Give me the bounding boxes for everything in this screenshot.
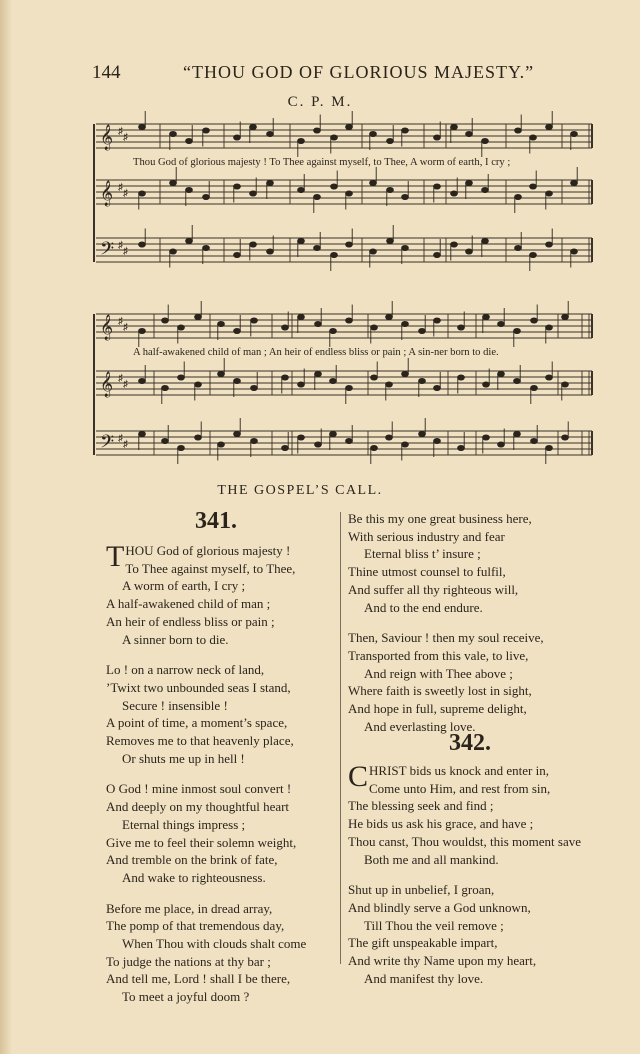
note-head	[298, 238, 305, 243]
note-head	[139, 328, 146, 333]
stanza-gap	[106, 767, 338, 780]
verse-line: The blessing seek and find ;	[348, 798, 494, 814]
note-head	[298, 314, 305, 319]
stanza-gap	[106, 887, 338, 900]
note-head	[162, 385, 169, 390]
note-head	[562, 382, 569, 387]
note-head	[186, 238, 193, 243]
note-head	[371, 375, 378, 380]
score-lyric-line-2: A half-awakened child of man ; An heir of endless bliss or pain ; A sin-ner born to die.	[133, 347, 499, 358]
note-head	[195, 435, 202, 440]
note-head	[402, 128, 409, 133]
verse-line: Shut up in unbelief, I groan,	[348, 882, 495, 898]
note-head	[370, 180, 377, 185]
note-head	[386, 435, 393, 440]
note-head	[234, 328, 241, 333]
note-head	[562, 314, 569, 319]
note-head	[234, 378, 241, 383]
note-head	[139, 191, 146, 196]
note-head	[178, 445, 185, 450]
note-head	[458, 445, 465, 450]
drop-cap: T	[106, 540, 125, 573]
note-head	[402, 194, 409, 199]
note-head	[203, 194, 210, 199]
clef-icon: 𝄞	[100, 371, 114, 396]
verse-line: And blindly serve a God unknown,	[348, 899, 531, 915]
verse-line: And deeply on my thoughtful heart	[106, 799, 290, 815]
clef-icon: 𝄞	[100, 180, 114, 205]
hymn-342-column	[348, 762, 640, 987]
hymn-number-341: 341.	[195, 508, 237, 534]
note-head	[346, 242, 353, 247]
note-head	[370, 249, 377, 254]
note-head	[162, 438, 169, 443]
note-head	[546, 191, 553, 196]
verse-line: With serious industry and fear	[348, 528, 505, 544]
note-head	[531, 385, 538, 390]
verse-line: Secure ! insensible !	[122, 697, 228, 713]
note-head	[386, 314, 393, 319]
hymn-tune-score	[0, 0, 640, 470]
verse-line: When Thou with clouds shalt come	[122, 936, 307, 952]
verse-line: Where faith is sweetly lost in sight,	[348, 683, 532, 699]
note-head	[162, 318, 169, 323]
note-head	[434, 385, 441, 390]
note-head	[483, 435, 490, 440]
note-head	[195, 314, 202, 319]
note-head	[203, 245, 210, 250]
hymn-341-stanzas-right	[348, 510, 640, 735]
verse-line: Give me to feel their solemn weight,	[106, 834, 297, 850]
sharp-icon: ♯	[123, 188, 128, 199]
note-head	[250, 124, 257, 129]
sharp-icon: ♯	[118, 126, 123, 137]
note-head	[434, 438, 441, 443]
sharp-icon: ♯	[123, 246, 128, 257]
hymn-341-column-2	[348, 510, 640, 735]
note-head	[218, 321, 225, 326]
verse-line: To judge the nations at thy bar ;	[106, 953, 271, 969]
section-title: THE GOSPEL’S CALL.	[217, 483, 383, 498]
note-head	[515, 245, 522, 250]
note-head	[234, 252, 241, 257]
note-head	[298, 138, 305, 143]
verse-line: A point of time, a moment’s space,	[106, 715, 288, 731]
verse-line: An heir of endless bliss or pain ;	[106, 613, 275, 629]
note-head	[139, 242, 146, 247]
note-head	[195, 382, 202, 387]
note-head	[546, 242, 553, 247]
verse-line: Be this my one great business here,	[348, 511, 532, 526]
drop-cap: C	[348, 760, 369, 793]
note-head	[170, 131, 177, 136]
verse-line: A half-awakened child of man ;	[106, 596, 271, 612]
note-head	[315, 321, 322, 326]
clef-icon: 𝄢	[100, 238, 115, 263]
note-head	[282, 375, 289, 380]
note-head	[419, 328, 426, 333]
sharp-icon: ♯	[118, 182, 123, 193]
verse-line: And wake to righteousness.	[122, 869, 266, 885]
hymn-342-stanzas	[348, 780, 640, 988]
note-head	[466, 180, 473, 185]
verse-line: And tell me, Lord ! shall I be there,	[106, 971, 291, 987]
note-head	[571, 249, 578, 254]
note-head	[514, 328, 521, 333]
note-head	[170, 180, 177, 185]
note-head	[346, 318, 353, 323]
sharp-icon: ♯	[123, 379, 128, 390]
note-head	[331, 252, 338, 257]
note-head	[315, 371, 322, 376]
note-head	[267, 180, 274, 185]
note-head	[531, 438, 538, 443]
clef-icon: 𝄞	[100, 124, 114, 149]
note-head	[250, 191, 257, 196]
verse-line: And tremble on the brink of fate,	[106, 852, 278, 868]
note-head	[451, 124, 458, 129]
note-head	[170, 249, 177, 254]
note-head	[562, 435, 569, 440]
verse-line: Come unto Him, and rest from sin,	[369, 780, 551, 796]
note-head	[530, 184, 537, 189]
running-title: “THOU GOD OF GLORIOUS MAJESTY.”	[183, 62, 535, 82]
note-head	[483, 314, 490, 319]
note-head	[419, 431, 426, 436]
note-head	[482, 187, 489, 192]
note-head	[298, 187, 305, 192]
note-head	[139, 378, 146, 383]
note-head	[178, 325, 185, 330]
note-head	[402, 442, 409, 447]
note-head	[315, 442, 322, 447]
note-head	[331, 135, 338, 140]
note-head	[458, 375, 465, 380]
column-divider	[340, 512, 341, 964]
note-head	[498, 321, 505, 326]
verse-line: Lo ! on a narrow neck of land,	[106, 662, 265, 678]
note-head	[250, 242, 257, 247]
note-head	[546, 445, 553, 450]
note-head	[203, 128, 210, 133]
note-head	[267, 131, 274, 136]
verse-line: And to the end endure.	[364, 599, 483, 615]
note-head	[571, 180, 578, 185]
sharp-icon: ♯	[123, 322, 128, 333]
note-head	[218, 442, 225, 447]
note-head	[346, 438, 353, 443]
note-head	[514, 378, 521, 383]
note-head	[451, 242, 458, 247]
note-head	[387, 187, 394, 192]
note-head	[434, 318, 441, 323]
note-head	[330, 378, 337, 383]
note-head	[531, 318, 538, 323]
note-head	[482, 238, 489, 243]
verse-line: Before me place, in dread array,	[106, 900, 273, 916]
verse-line: And write thy Name upon my heart,	[348, 953, 537, 969]
note-head	[571, 131, 578, 136]
clef-icon: 𝄞	[100, 314, 114, 339]
note-head	[419, 378, 426, 383]
note-head	[330, 431, 337, 436]
note-head	[402, 371, 409, 376]
note-head	[482, 138, 489, 143]
verse-line: ’Twixt two unbounded seas I stand,	[106, 679, 291, 695]
verse-line: Or shuts me up in hell !	[122, 750, 245, 766]
sharp-icon: ♯	[123, 132, 128, 143]
note-head	[346, 124, 353, 129]
note-head	[218, 371, 225, 376]
stanza-gap	[348, 616, 640, 629]
verse-line: Transported from this vale, to live,	[348, 647, 529, 663]
note-head	[314, 194, 321, 199]
note-head	[346, 385, 353, 390]
verse-line: Then, Saviour ! then my soul receive,	[348, 630, 544, 646]
note-head	[515, 128, 522, 133]
verse-line: And suffer all thy righteous will,	[348, 581, 519, 597]
score-lyric-line-1: Thou God of glorious majesty ! To Thee against myself, to Thee, A worm of earth, I cry ;	[133, 157, 511, 168]
note-head	[298, 435, 305, 440]
note-head	[314, 245, 321, 250]
note-head	[498, 442, 505, 447]
sharp-icon: ♯	[118, 373, 123, 384]
verse-line: And hope in full, supreme delight,	[348, 701, 527, 717]
note-head	[451, 191, 458, 196]
sharp-icon: ♯	[118, 316, 123, 327]
note-head	[514, 431, 521, 436]
note-head	[386, 382, 393, 387]
note-head	[530, 135, 537, 140]
note-head	[434, 135, 441, 140]
verse-line: Till Thou the veil remove ;	[364, 917, 504, 933]
note-head	[234, 135, 241, 140]
note-head	[387, 138, 394, 143]
clef-icon: 𝄢	[100, 431, 115, 456]
note-head	[546, 325, 553, 330]
note-head	[346, 191, 353, 196]
first-line-text: HOU God of glorious majesty !	[125, 543, 291, 558]
note-head	[251, 385, 258, 390]
stanza-gap	[348, 868, 640, 881]
verse-line: A worm of earth, I cry ;	[122, 578, 246, 594]
first-line-text: HRIST bids us knock and enter in,	[369, 763, 549, 778]
note-head	[139, 124, 146, 129]
hymn-341-column-1	[106, 542, 338, 1006]
verse-line: The gift unspeakable impart,	[348, 935, 498, 951]
sharp-icon: ♯	[118, 240, 123, 251]
note-head	[402, 245, 409, 250]
note-head	[282, 445, 289, 450]
hymn-341-stanzas-left	[106, 560, 338, 1006]
note-head	[139, 431, 146, 436]
verse-line: To meet a joyful doom ?	[122, 989, 250, 1005]
note-head	[331, 184, 338, 189]
sharp-icon: ♯	[123, 439, 128, 450]
verse-line: To Thee against myself, to Thee,	[125, 560, 296, 576]
note-head	[546, 375, 553, 380]
hymn-number-342: 342.	[449, 730, 491, 756]
note-head	[251, 438, 258, 443]
note-head	[314, 128, 321, 133]
verse-line: He bids us ask his grace, and have ;	[348, 816, 534, 832]
note-head	[530, 252, 537, 257]
note-head	[234, 184, 241, 189]
note-head	[546, 124, 553, 129]
note-head	[282, 325, 289, 330]
note-head	[330, 328, 337, 333]
verse-line: The pomp of that tremendous day,	[106, 918, 285, 934]
note-head	[234, 431, 241, 436]
verse-line: O God ! mine inmost soul convert !	[106, 781, 292, 797]
verse-line: And manifest thy love.	[364, 970, 484, 986]
note-head	[466, 249, 473, 254]
page-number: 144	[92, 62, 121, 83]
note-head	[267, 249, 274, 254]
note-head	[371, 325, 378, 330]
verse-line: Both me and all mankind.	[364, 851, 499, 867]
note-head	[370, 131, 377, 136]
verse-line: And reign with Thee above ;	[364, 665, 513, 681]
verse-line: A sinner born to die.	[122, 631, 229, 647]
note-head	[466, 131, 473, 136]
note-head	[251, 318, 258, 323]
note-head	[434, 252, 441, 257]
note-head	[515, 194, 522, 199]
verse-line: Thine utmost counsel to fulfil,	[348, 564, 506, 580]
verse-line: Thou canst, Thou wouldst, this moment save	[348, 833, 582, 849]
note-head	[498, 371, 505, 376]
note-head	[298, 382, 305, 387]
note-head	[402, 321, 409, 326]
note-head	[371, 445, 378, 450]
note-head	[458, 325, 465, 330]
note-head	[186, 138, 193, 143]
verse-line: Eternal things impress ;	[122, 816, 246, 832]
note-head	[483, 382, 490, 387]
verse-line: Removes me to that heavenly place,	[106, 733, 294, 749]
sharp-icon: ♯	[118, 433, 123, 444]
stanza-gap	[106, 648, 338, 661]
note-head	[434, 184, 441, 189]
note-head	[387, 238, 394, 243]
verse-line: Eternal bliss t’ insure ;	[364, 546, 481, 562]
note-head	[178, 375, 185, 380]
verse-line: And everlasting love.	[364, 718, 476, 734]
note-head	[186, 187, 193, 192]
meter-heading: C. P. M.	[287, 94, 353, 110]
